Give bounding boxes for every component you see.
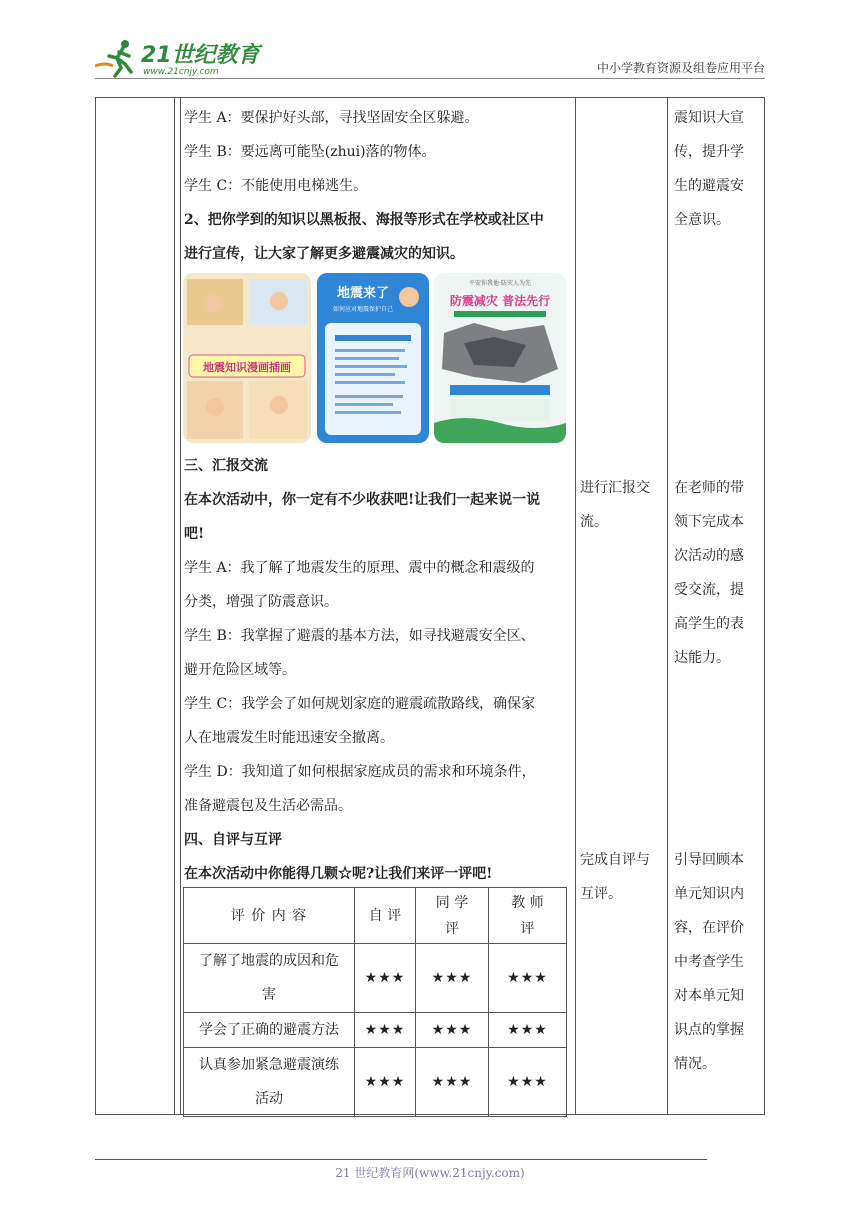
lesson-table bbox=[95, 97, 765, 1115]
student-b-report: 学生 B：我掌握了避震的基本方法，如寻找避震安全区、 bbox=[184, 628, 535, 644]
section-4-title: 四、自评与互评 bbox=[184, 832, 282, 848]
table-row bbox=[184, 944, 567, 1013]
earthquake-poster-image bbox=[317, 273, 429, 443]
student-d-report: 准备避震包及生活必需品。 bbox=[184, 798, 352, 814]
platform-name: 中小学教育资源及组卷应用平台 bbox=[596, 61, 765, 75]
self-stars: ★★★ bbox=[355, 1048, 416, 1117]
design-intent-evaluation: 引导回顾本 单元知识内 容，在评价 中考查学生 对本单元知 识点的掌握 情况。 bbox=[674, 852, 744, 1072]
header-peer: 同 学 评 bbox=[416, 888, 489, 944]
page-header bbox=[95, 30, 765, 80]
task-2-text: 进行宣传，让大家了解更多避震减灾的知识。 bbox=[184, 246, 464, 262]
student-c-report: 学生 C：我学会了如何规划家庭的避震疏散路线，确保家 bbox=[184, 696, 536, 712]
evaluation-table bbox=[183, 887, 567, 1117]
eval-item: 学会了正确的避震方法 bbox=[184, 1013, 355, 1048]
table-row bbox=[184, 1013, 567, 1048]
comic-poster-image bbox=[183, 273, 311, 443]
header-content: 评 价 内 容 bbox=[184, 888, 355, 944]
prevention-poster-image bbox=[434, 273, 566, 443]
eval-item: 了解了地震的成因和危 害 bbox=[184, 944, 355, 1013]
design-intent-report: 在老师的带 领下完成本 次活动的感 受交流，提 高学生的表 达能力。 bbox=[674, 480, 744, 666]
student-activity-evaluation: 完成自评与 互评。 bbox=[580, 852, 650, 902]
header-self: 自 评 bbox=[355, 888, 416, 944]
poster-images bbox=[183, 273, 567, 445]
evaluation-prompt: 在本次活动中你能得几颗☆呢?让我们来评一评吧! bbox=[184, 866, 493, 882]
header-teacher: 教 师 评 bbox=[489, 888, 567, 944]
student-d-report: 学生 D：我知道了如何根据家庭成员的需求和环境条件， bbox=[184, 764, 536, 780]
student-c-report: 人在地震发生时能迅速安全撤离。 bbox=[184, 730, 394, 746]
header-divider bbox=[95, 78, 765, 79]
peer-stars: ★★★ bbox=[416, 1048, 489, 1117]
teacher-stars: ★★★ bbox=[489, 1048, 567, 1117]
svg-text:如何应对地震保护自己: 如何应对地震保护自己 bbox=[332, 306, 394, 313]
report-prompt: 吧! bbox=[184, 526, 205, 542]
peer-stars: ★★★ bbox=[416, 1013, 489, 1048]
design-intent-promotion: 震知识大宣 传，提升学 生的避震安 全意识。 bbox=[674, 110, 744, 228]
svg-text:地震知识漫画插画: 地震知识漫画插画 bbox=[203, 361, 291, 374]
student-b-report: 避开危险区域等。 bbox=[184, 662, 296, 678]
task-2-text: 2、把你学到的知识以黑板报、海报等形式在学校或社区中 bbox=[184, 212, 544, 228]
self-stars: ★★★ bbox=[355, 944, 416, 1013]
student-c-answer: 学生 C：不能使用电梯逃生。 bbox=[184, 178, 368, 194]
column-divider bbox=[575, 98, 576, 1114]
section-3-title: 三、汇报交流 bbox=[184, 458, 268, 474]
report-prompt: 在本次活动中，你一定有不少收获吧!让我们一起来说一说 bbox=[184, 492, 541, 508]
site-logo bbox=[95, 36, 265, 78]
self-stars: ★★★ bbox=[355, 1013, 416, 1048]
eval-item: 认真参加紧急避震演练 活动 bbox=[184, 1048, 355, 1117]
svg-text:防震减灾 普法先行: 防震减灾 普法先行 bbox=[449, 294, 551, 308]
footer-link[interactable]: 21 世纪教育网(www.21cnjy.com) bbox=[335, 1166, 525, 1180]
running-figure-icon bbox=[95, 40, 131, 76]
svg-text:平安你我他·防灾人为先: 平安你我他·防灾人为先 bbox=[469, 280, 531, 287]
student-activity-report: 进行汇报交 流。 bbox=[580, 480, 650, 530]
peer-stars: ★★★ bbox=[416, 944, 489, 1013]
column-divider bbox=[174, 98, 175, 1114]
svg-text:www.21cnjy.com: www.21cnjy.com bbox=[143, 67, 219, 77]
footer-divider bbox=[95, 1159, 707, 1160]
student-a-report: 分类，增强了防震意识。 bbox=[184, 594, 338, 610]
column-divider bbox=[667, 98, 668, 1114]
svg-text:地震来了: 地震来了 bbox=[336, 286, 390, 301]
table-row bbox=[184, 1048, 567, 1117]
teacher-stars: ★★★ bbox=[489, 944, 567, 1013]
svg-text:21世纪教育: 21世纪教育 bbox=[141, 43, 260, 68]
student-a-answer: 学生 A：要保护好头部，寻找坚固安全区躲避。 bbox=[184, 110, 479, 126]
student-b-answer: 学生 B：要远离可能坠(zhui)落的物体。 bbox=[184, 144, 436, 160]
column-divider bbox=[180, 98, 181, 1114]
table-header-row bbox=[184, 888, 567, 944]
teacher-stars: ★★★ bbox=[489, 1013, 567, 1048]
student-a-report: 学生 A：我了解了地震发生的原理、震中的概念和震级的 bbox=[184, 560, 535, 576]
